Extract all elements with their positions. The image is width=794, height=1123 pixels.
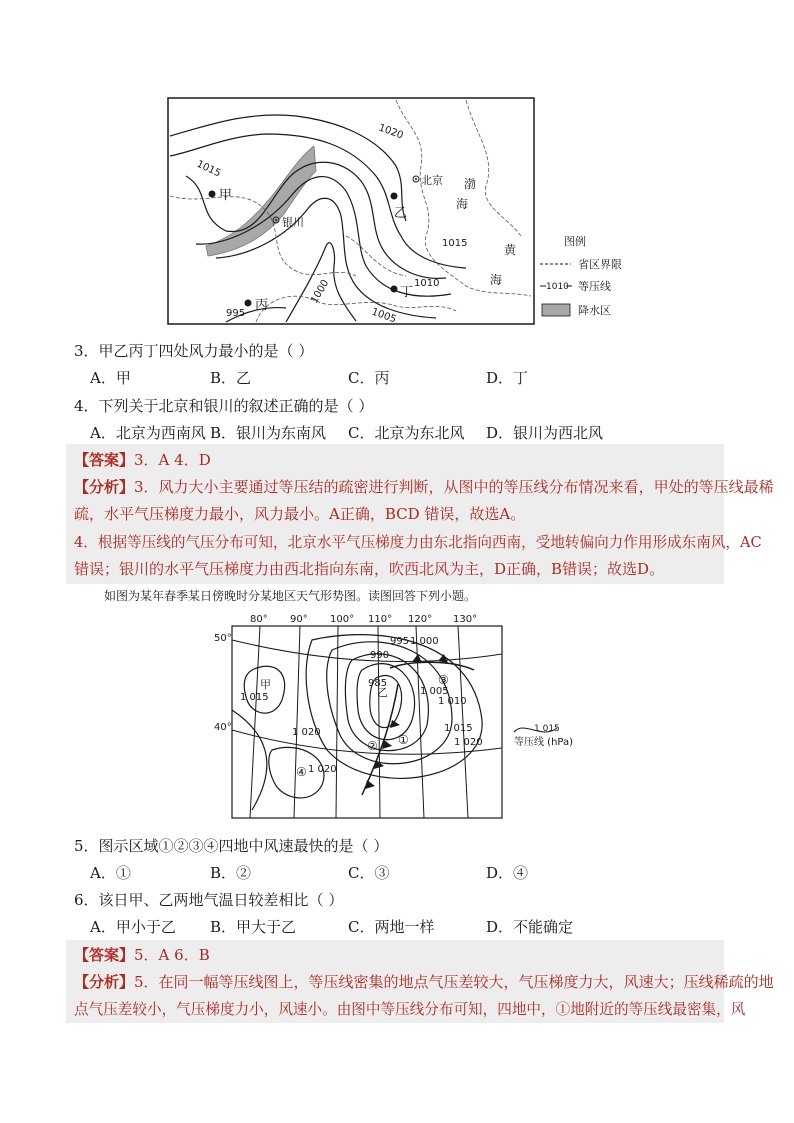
lat-label: 50°	[214, 633, 232, 644]
place-yi: 乙	[377, 686, 388, 699]
answer-1-row	[74, 449, 211, 470]
q3-option-b: B．乙	[210, 369, 252, 387]
legend-isobar-label: 等压线 (hPa)	[514, 737, 574, 748]
analysis-tag: 【分析】	[74, 973, 135, 991]
lon-label: 120°	[408, 614, 433, 625]
q4-option-a: A．北京为西南风	[90, 424, 206, 442]
question-4-stem: 4．下列关于北京和银川的叙述正确的是（ ）	[74, 397, 374, 415]
isobar-label: 1015	[194, 158, 223, 180]
lat-label: 40°	[214, 722, 232, 733]
analysis-1-line: 错误；银川的水平气压梯度力由西北指向东南，吹西北风为主，D正确，B错误；故选D。	[74, 560, 665, 578]
isobar-label: 995	[226, 308, 246, 319]
question-5-stem: 5．图示区域①②③④四地中风速最快的是（ ）	[74, 837, 389, 855]
isobar-label: 1010	[414, 278, 440, 289]
isobar-label: 1 020	[292, 727, 321, 738]
place-ding: 丁	[400, 285, 414, 300]
analysis-1-line: 4．根据等压线的气压分布可知，北京水平气压梯度力由东北指向西南，受地转偏向力作用形成东南风，AC	[74, 534, 762, 551]
legend-isobar: 等压线	[578, 280, 611, 293]
lon-label: 110°	[368, 614, 393, 625]
analysis-1-line: 疏，水平气压梯度力最小，风力最小。A正确，BCD 错误，故选A。	[74, 505, 526, 523]
isobar-map-china	[166, 96, 636, 328]
lon-label: 130°	[453, 614, 478, 625]
question-6-stem: 6．该日甲、乙两地气温日较差相比（ ）	[74, 891, 344, 909]
sea-label: 海	[490, 273, 503, 287]
isobar-label: 985	[368, 678, 388, 689]
isobar-label: 1005	[369, 306, 398, 326]
answer-text: 3．A 4．D	[134, 451, 211, 469]
lon-label: 80°	[250, 614, 268, 625]
point-4: ④	[296, 765, 307, 779]
place-beijing: 北京	[421, 174, 443, 187]
q5-option-a: A．①	[90, 864, 131, 882]
isobar-label: 1 010	[438, 696, 467, 707]
isobar-label: 1 000	[410, 636, 439, 647]
answer-2-row	[74, 944, 210, 965]
q5-option-d: D．④	[486, 864, 529, 882]
point-2: ②	[367, 739, 378, 753]
weather-map	[212, 610, 602, 825]
place-bing: 丙	[255, 298, 269, 313]
q5-option-c: C．③	[348, 864, 390, 882]
place-yi: 乙	[394, 206, 408, 221]
q6-option-d: D．不能确定	[486, 918, 574, 936]
q4-option-c: C．北京为东北风	[348, 424, 465, 442]
legend-border: 省区界限	[578, 258, 622, 271]
isobar-label: 1020	[376, 122, 405, 142]
legend-isobar-sample: 1010	[546, 282, 569, 292]
legend-title: 图例	[564, 235, 586, 248]
map-legend	[540, 234, 622, 317]
answer-text: 5．A 6．B	[134, 946, 210, 964]
isobar-label: 990	[370, 650, 390, 661]
analysis-1-row	[74, 476, 774, 497]
analysis-2-row	[74, 971, 774, 992]
isobar-label: 1 015	[240, 692, 269, 703]
point-1: ①	[398, 733, 409, 747]
place-jia: 甲	[260, 678, 271, 691]
isobar-label: 1 005	[420, 686, 449, 697]
isobar-label: 1 020	[454, 737, 483, 748]
answer-tag: 【答案】	[74, 451, 135, 469]
q3-option-a: A．甲	[90, 369, 131, 387]
legend-isobar-value: 1 015	[534, 724, 560, 734]
question-3-stem: 3．甲乙丙丁四处风力最小的是（ ）	[74, 342, 314, 360]
answer-tag: 【答案】	[74, 946, 135, 964]
isobar-label: 1 020	[308, 764, 337, 775]
q3-option-d: D．丁	[486, 369, 529, 387]
isobar-label: 995	[390, 636, 410, 647]
q6-option-a: A．甲小于乙	[90, 918, 176, 936]
q3-option-c: C．丙	[348, 369, 390, 387]
isobar-label: 1 015	[444, 723, 473, 734]
place-jia: 甲	[219, 188, 233, 203]
intro-map-2: 如图为某年春季某日傍晚时分某地区天气形势图。读图回答下列小题。	[104, 589, 477, 603]
sea-label: 黄	[504, 243, 517, 257]
analysis-text: 3．风力大小主要通过等压结的疏密进行判断，从图中的等压线分布情况来看，甲处的等压线最稀	[134, 478, 774, 496]
isobar-label: 1015	[442, 238, 468, 249]
analysis-text: 5．在同一幅等压线图上，等压线密集的地点气压差较大，气压梯度力大，风速大；压线稀疏的地	[134, 973, 774, 991]
analysis-2-line: 点气压差较小，气压梯度力小，风速小。由图中等压线分布可知，四地中，①地附近的等压线最密集，风	[74, 1001, 746, 1018]
point-3: ③	[438, 673, 449, 687]
q5-option-b: B．②	[210, 864, 252, 882]
q6-option-b: B．甲大于乙	[210, 918, 297, 936]
q4-option-d: D．银川为西北风	[486, 424, 604, 442]
analysis-tag: 【分析】	[74, 478, 135, 496]
lon-label: 100°	[330, 614, 355, 625]
place-yinchuan: 银川	[282, 216, 304, 229]
isobar-label: 1000	[309, 277, 332, 306]
lon-label: 90°	[290, 614, 308, 625]
legend-rain: 降水区	[578, 304, 611, 317]
q6-option-c: C．两地一样	[348, 918, 435, 936]
q4-option-b: B．银川为东南风	[210, 424, 327, 442]
sea-label: 渤	[464, 177, 477, 191]
sea-label: 海	[456, 197, 469, 211]
